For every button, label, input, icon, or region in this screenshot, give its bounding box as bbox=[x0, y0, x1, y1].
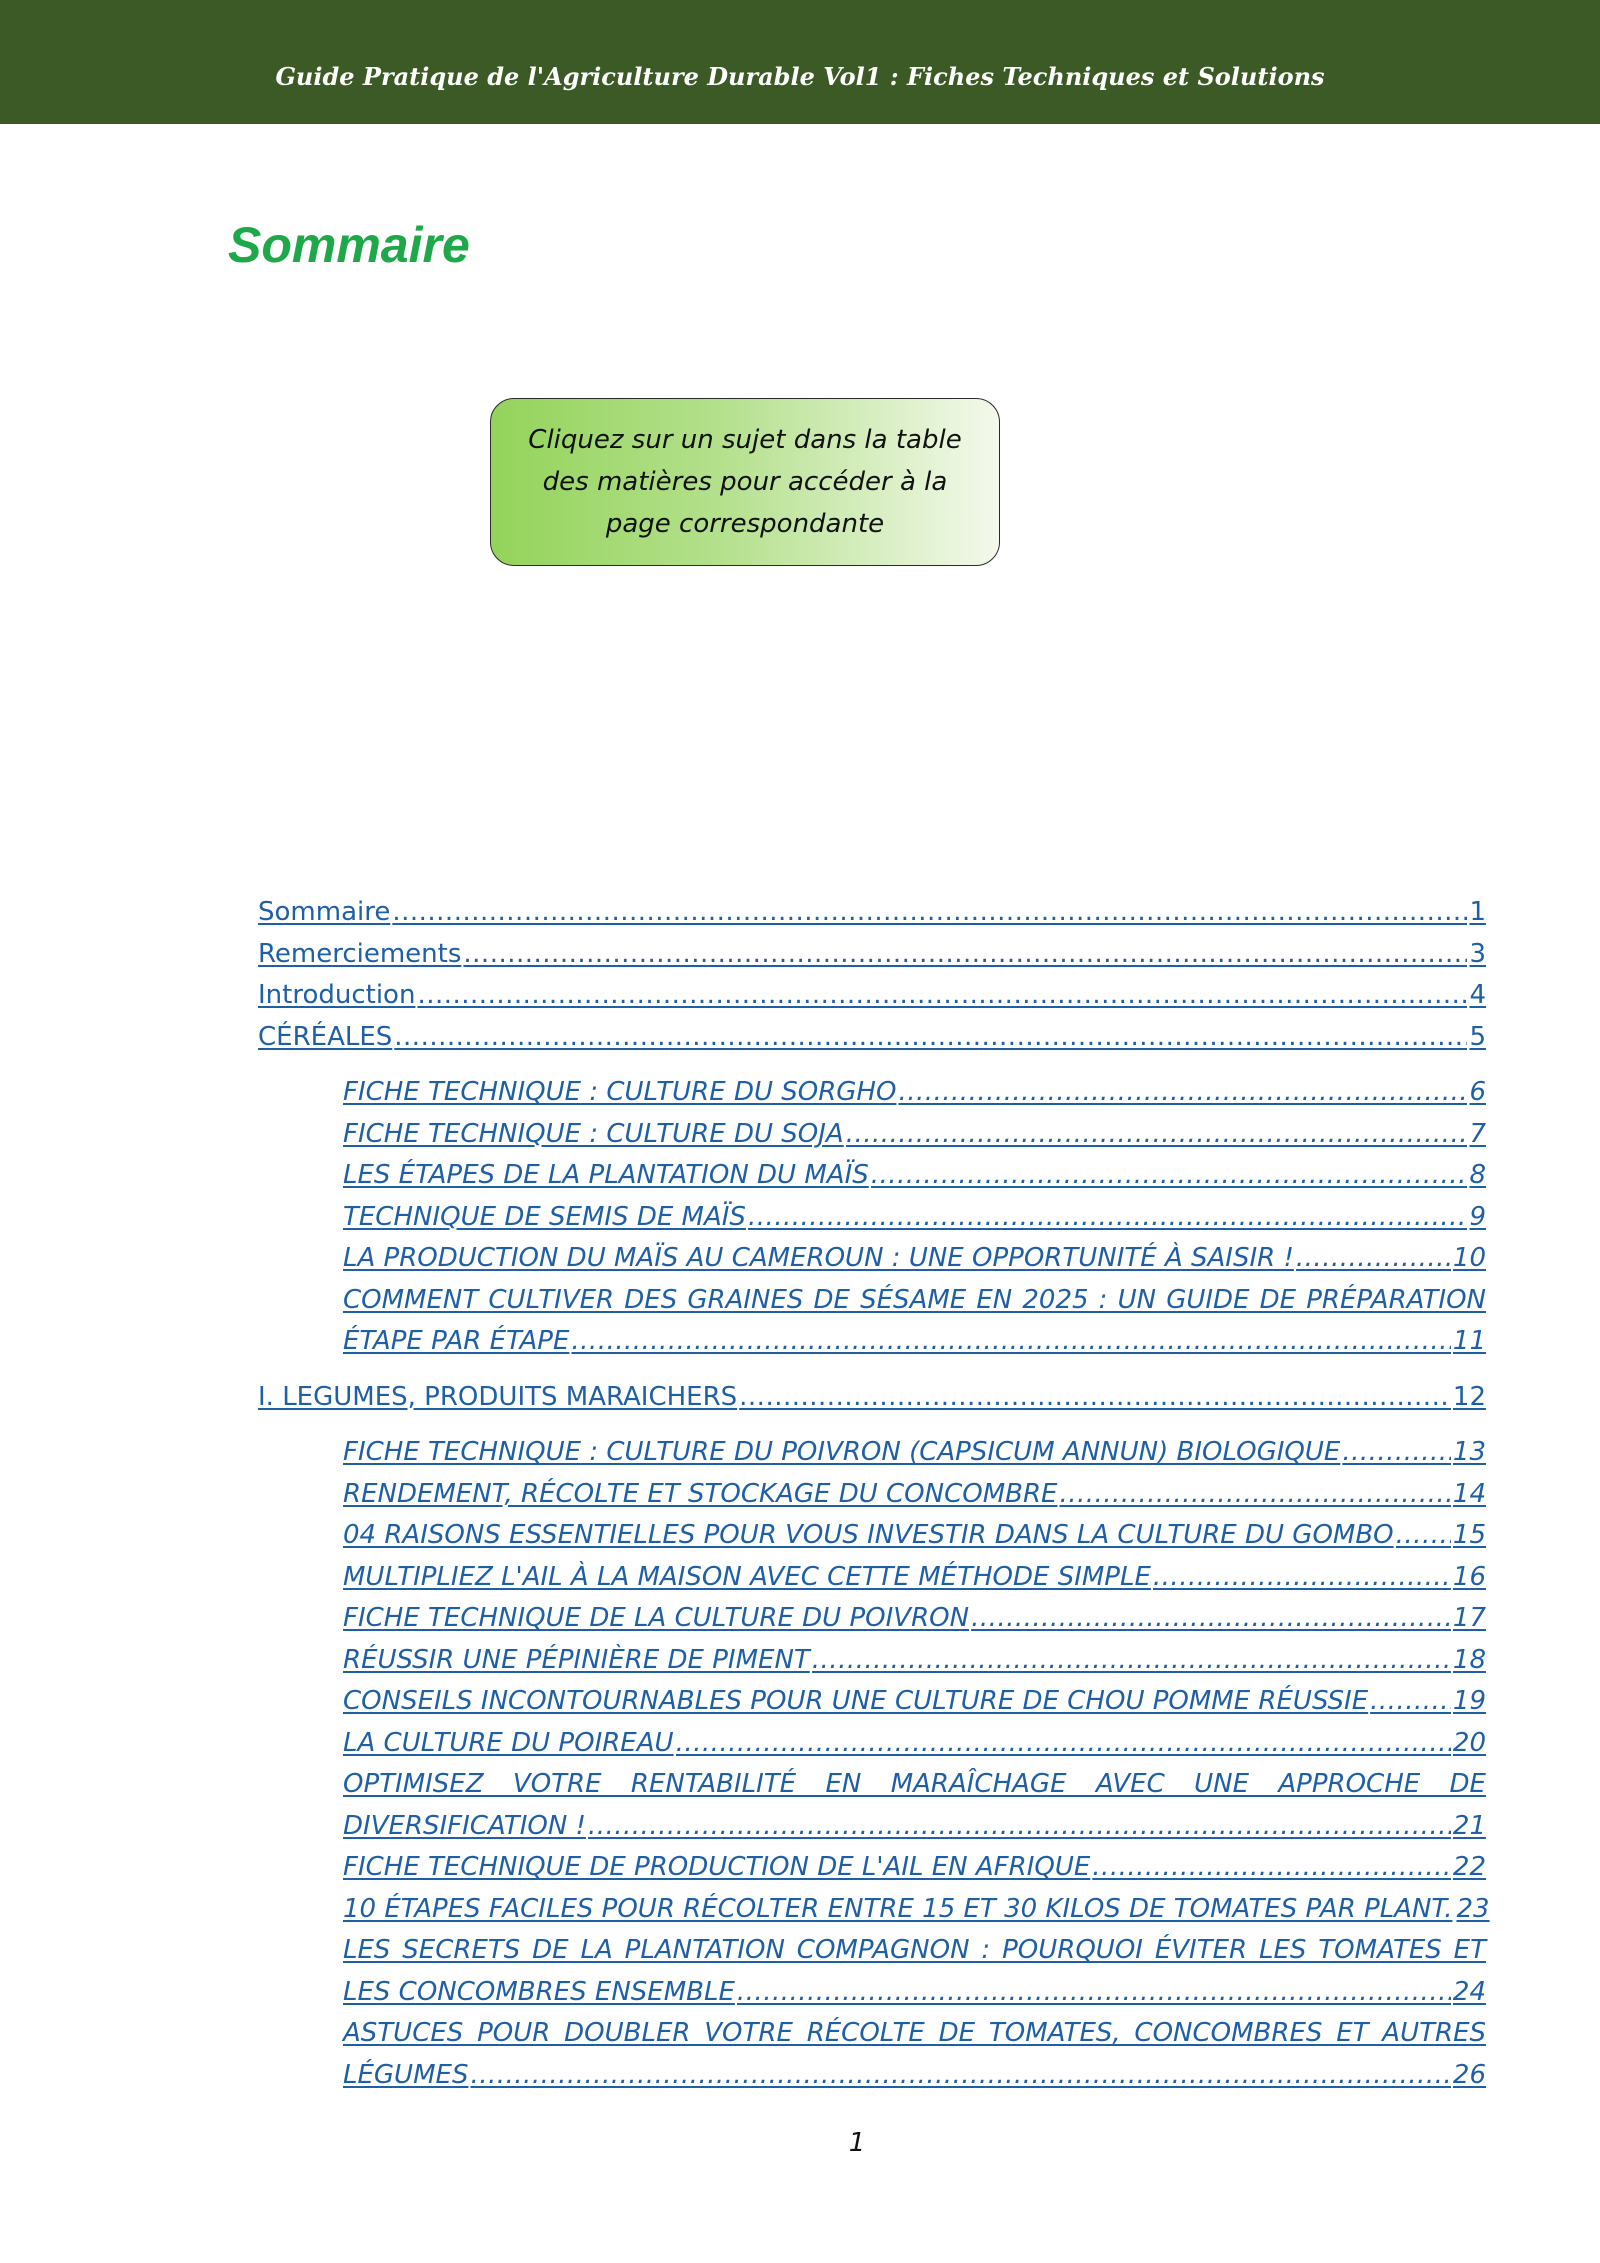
toc-link-chou[interactable] bbox=[258, 1681, 1486, 1723]
toc-leader bbox=[1342, 1432, 1451, 1474]
toc-label-line2: DIVERSIFICATION ! bbox=[343, 1810, 586, 1841]
toc-link-sorgho[interactable] bbox=[258, 1072, 1486, 1114]
toc-page-number: 4 bbox=[1469, 980, 1486, 1010]
toc-link-sesame[interactable] bbox=[258, 1280, 1486, 1322]
toc-link-concombre[interactable] bbox=[258, 1474, 1486, 1516]
toc-page-number: 19 bbox=[1452, 1686, 1486, 1716]
toc-link-poivron-bio[interactable] bbox=[258, 1432, 1486, 1474]
toc-link-ail-maison[interactable] bbox=[258, 1557, 1486, 1599]
toc-label: Introduction bbox=[258, 980, 416, 1010]
toc-page-number: 9 bbox=[1469, 1201, 1486, 1232]
toc-page-number: 5 bbox=[1469, 1021, 1486, 1052]
toc-link-plantation-mais[interactable] bbox=[258, 1155, 1486, 1197]
toc-label: 04 RAISONS ESSENTIELLES POUR VOUS INVESTIR DANS LA CULTURE DU GOMBO bbox=[343, 1520, 1394, 1550]
toc-label: MULTIPLIEZ L'AIL À LA MAISON AVEC CETTE MÉTHODE SIMPLE bbox=[343, 1561, 1151, 1592]
toc-link-astuces-cont[interactable] bbox=[258, 2055, 1486, 2097]
toc-page-number: 7 bbox=[1469, 1118, 1486, 1149]
toc-leader bbox=[1059, 1474, 1450, 1516]
toc-page-number: 8 bbox=[1469, 1160, 1486, 1190]
toc-link-poivron[interactable] bbox=[258, 1598, 1486, 1640]
toc-link-diversification[interactable] bbox=[258, 1764, 1486, 1806]
toc-leader bbox=[1296, 1238, 1451, 1280]
toc-link-sesame-cont[interactable] bbox=[258, 1321, 1486, 1363]
toc-leader bbox=[1092, 1847, 1451, 1889]
toc-page-number: 18 bbox=[1452, 1644, 1486, 1675]
page-title: Sommaire bbox=[228, 217, 470, 273]
toc-page-number: 26 bbox=[1452, 2059, 1486, 2090]
toc-label: Sommaire bbox=[258, 897, 391, 927]
toc-page-number: 24 bbox=[1452, 1976, 1486, 2007]
toc-page-number: 10 bbox=[1452, 1243, 1486, 1273]
toc-page-number: 13 bbox=[1452, 1437, 1486, 1467]
toc-link-semis-mais[interactable] bbox=[258, 1197, 1486, 1239]
toc-label: FICHE TECHNIQUE : CULTURE DU SORGHO bbox=[343, 1077, 897, 1107]
toc-label: 10 ÉTAPES FACILES POUR RÉCOLTER ENTRE 15 ET 30 KILOS DE TOMATES PAR PLANT. bbox=[343, 1893, 1453, 1924]
toc-link-cereales[interactable] bbox=[258, 1017, 1486, 1059]
toc-leader bbox=[392, 892, 1467, 934]
table-of-contents bbox=[258, 892, 1490, 2096]
toc-label: LES ÉTAPES DE LA PLANTATION DU MAÏS bbox=[343, 1160, 869, 1190]
toc-label-line1: ASTUCES POUR DOUBLER VOTRE RÉCOLTE DE TOMATES, CONCOMBRES ET AUTRES bbox=[343, 2018, 1486, 2048]
toc-label-line1: COMMENT CULTIVER DES GRAINES DE SÉSAME EN 2025 : UN GUIDE DE PRÉPARATION bbox=[343, 1284, 1486, 1315]
toc-leader bbox=[1396, 1515, 1451, 1557]
toc-link-astuces[interactable] bbox=[258, 2013, 1486, 2055]
toc-label: I. LEGUMES, PRODUITS MARAICHERS bbox=[258, 1381, 738, 1412]
toc-leader bbox=[846, 1114, 1468, 1156]
toc-page-number: 15 bbox=[1452, 1520, 1486, 1550]
toc-page-number: 16 bbox=[1452, 1561, 1486, 1592]
toc-label: FICHE TECHNIQUE DE PRODUCTION DE L'AIL EN AFRIQUE bbox=[343, 1852, 1091, 1882]
toc-label: FICHE TECHNIQUE : CULTURE DU POIVRON (CAPSICUM ANNUN) BIOLOGIQUE bbox=[343, 1437, 1341, 1467]
toc-leader bbox=[812, 1640, 1451, 1682]
toc-link-soja[interactable] bbox=[258, 1114, 1486, 1156]
toc-link-introduction[interactable] bbox=[258, 975, 1486, 1017]
header-title: Guide Pratique de l'Agriculture Durable Vol1 : Fiches Techniques et Solutions bbox=[275, 62, 1325, 91]
toc-leader bbox=[898, 1072, 1467, 1114]
toc-label-line2: LES CONCOMBRES ENSEMBLE bbox=[343, 1976, 735, 2007]
toc-leader bbox=[676, 1723, 1451, 1765]
toc-page-number: 1 bbox=[1469, 897, 1486, 927]
toc-link-tomates-etapes[interactable] bbox=[258, 1889, 1490, 1931]
toc-label: FICHE TECHNIQUE DE LA CULTURE DU POIVRON bbox=[343, 1603, 970, 1633]
toc-leader bbox=[739, 1377, 1451, 1419]
toc-leader bbox=[971, 1598, 1451, 1640]
hint-text: Cliquez sur un sujet dans la table des matières pour accéder à la page correspondante bbox=[528, 425, 962, 539]
toc-link-plantation-compagnon-cont[interactable] bbox=[258, 1972, 1486, 2014]
toc-leader bbox=[470, 2055, 1450, 2097]
toc-leader bbox=[748, 1197, 1468, 1239]
toc-page-number: 23 bbox=[1456, 1893, 1490, 1924]
toc-link-plantation-compagnon[interactable] bbox=[258, 1930, 1486, 1972]
toc-label: RÉUSSIR UNE PÉPINIÈRE DE PIMENT bbox=[343, 1644, 810, 1675]
toc-page-number: 22 bbox=[1452, 1852, 1486, 1882]
toc-label: CONSEILS INCONTOURNABLES POUR UNE CULTURE DE CHOU POMME RÉUSSIE bbox=[343, 1686, 1369, 1716]
toc-leader bbox=[1370, 1681, 1451, 1723]
toc-link-gombo[interactable] bbox=[258, 1515, 1486, 1557]
toc-leader bbox=[871, 1155, 1468, 1197]
toc-leader bbox=[1153, 1557, 1451, 1599]
toc-label-line2: ÉTAPE PAR ÉTAPE bbox=[343, 1326, 570, 1356]
toc-label: LA CULTURE DU POIREAU bbox=[343, 1727, 674, 1758]
toc-page-number: 12 bbox=[1452, 1381, 1486, 1412]
toc-label: LA PRODUCTION DU MAÏS AU CAMEROUN : UNE OPPORTUNITÉ À SAISIR ! bbox=[343, 1243, 1294, 1273]
page-number: 1 bbox=[848, 2128, 866, 2158]
toc-label: RENDEMENT, RÉCOLTE ET STOCKAGE DU CONCOMBRE bbox=[343, 1478, 1058, 1509]
toc-label-line1: OPTIMISEZ VOTRE RENTABILITÉ EN MARAÎCHAGE AVEC UNE APPROCHE DE bbox=[343, 1769, 1486, 1799]
toc-page-number: 17 bbox=[1452, 1603, 1486, 1633]
toc-link-mais-cameroun[interactable] bbox=[258, 1238, 1486, 1280]
toc-page-number: 14 bbox=[1452, 1478, 1486, 1509]
toc-page-number: 6 bbox=[1469, 1077, 1486, 1107]
toc-label: FICHE TECHNIQUE : CULTURE DU SOJA bbox=[343, 1118, 844, 1149]
toc-leader bbox=[417, 975, 1467, 1017]
toc-label: TECHNIQUE DE SEMIS DE MAÏS bbox=[343, 1201, 746, 1232]
toc-link-piment[interactable] bbox=[258, 1640, 1486, 1682]
toc-label: Remerciements bbox=[258, 938, 462, 969]
toc-leader bbox=[588, 1806, 1451, 1848]
hint-box bbox=[490, 398, 1000, 566]
toc-leader bbox=[571, 1321, 1451, 1363]
toc-leader bbox=[463, 934, 1467, 976]
toc-page-number: 21 bbox=[1452, 1810, 1486, 1841]
toc-link-legumes[interactable] bbox=[258, 1377, 1486, 1419]
toc-leader bbox=[737, 1972, 1451, 2014]
toc-link-diversification-cont[interactable] bbox=[258, 1806, 1486, 1848]
toc-link-ail-afrique[interactable] bbox=[258, 1847, 1486, 1889]
toc-page-number: 11 bbox=[1452, 1326, 1486, 1356]
toc-link-poireau[interactable] bbox=[258, 1723, 1486, 1765]
toc-leader bbox=[394, 1017, 1467, 1059]
toc-page-number: 3 bbox=[1469, 938, 1486, 969]
toc-page-number: 20 bbox=[1452, 1727, 1486, 1758]
toc-label-line2: LÉGUMES bbox=[343, 2059, 469, 2090]
toc-label-line1: LES SECRETS DE LA PLANTATION COMPAGNON : POURQUOI ÉVITER LES TOMATES ET bbox=[343, 1935, 1486, 1965]
toc-link-remerciements[interactable] bbox=[258, 934, 1486, 976]
toc-label: CÉRÉALES bbox=[258, 1021, 393, 1052]
toc-link-sommaire[interactable] bbox=[258, 892, 1486, 934]
